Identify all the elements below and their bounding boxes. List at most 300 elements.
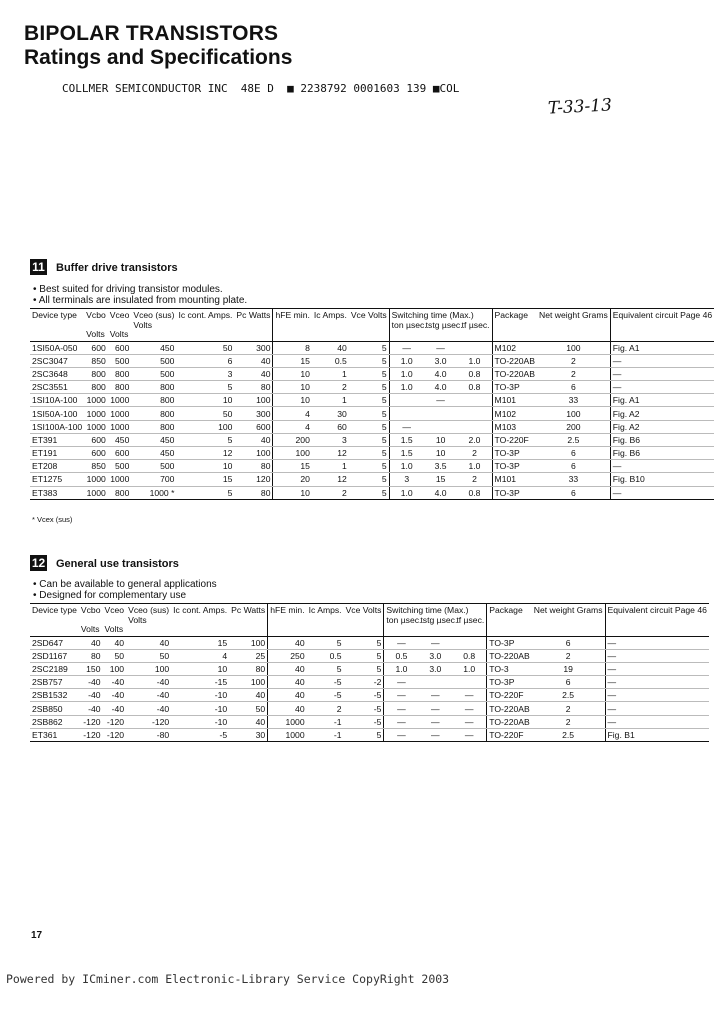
table-cell: [389, 394, 424, 407]
table-cell: -40: [79, 689, 103, 702]
table-cell: 2SB850: [30, 702, 79, 715]
table-cell: [457, 394, 492, 407]
table-cell: 1.0: [452, 662, 487, 675]
table-cell: -10: [171, 715, 229, 728]
table-cell: 5: [307, 662, 344, 675]
table-cell: 100: [537, 407, 610, 420]
table-cell: 200: [273, 433, 312, 446]
table-cell: 40: [79, 636, 103, 649]
table-cell: Fig. B1: [605, 728, 709, 741]
table-cell: 1.0: [389, 367, 424, 380]
table-cell: —: [605, 636, 709, 649]
table-cell: 15: [273, 460, 312, 473]
table-cell: 1000: [84, 486, 108, 499]
table-cell: M101: [492, 394, 537, 407]
table-cell: 2SD1167: [30, 649, 79, 662]
table-cell: 800: [84, 367, 108, 380]
table-cell: 5: [176, 433, 234, 446]
table-cell: 0.5: [307, 649, 344, 662]
table-row: [30, 728, 709, 741]
table-cell: —: [389, 341, 424, 354]
table-cell: -80: [126, 728, 171, 741]
table-cell: TO-220AB: [492, 354, 537, 367]
col-switching: Switching time (Max.) ton µsec.tstg µsec.tf µsec.: [384, 604, 487, 637]
table-cell: 2SB862: [30, 715, 79, 728]
table-cell: 40: [126, 636, 171, 649]
table-cell: -15: [171, 676, 229, 689]
table-cell: 50: [229, 702, 268, 715]
col-package: Package: [492, 309, 537, 342]
table-cell: 6: [532, 676, 605, 689]
table-cell: -120: [103, 728, 127, 741]
table-cell: 1000: [108, 420, 132, 433]
table-cell: 4.0: [424, 486, 458, 499]
table-cell: 5: [344, 728, 384, 741]
table-cell: TO-220F: [487, 728, 532, 741]
table-cell: 450: [131, 433, 176, 446]
table-cell: 20: [273, 473, 312, 486]
table-cell: Fig. A1: [610, 341, 714, 354]
col-pc: Pc Watts: [234, 309, 273, 342]
table-cell: 15: [176, 473, 234, 486]
table-cell: 2: [457, 473, 492, 486]
table-cell: 800: [108, 367, 132, 380]
table-cell: 6: [176, 354, 234, 367]
table-cell: 15: [273, 354, 312, 367]
table-cell: —: [610, 381, 714, 394]
table-cell: 5: [349, 354, 389, 367]
table-cell: 6: [532, 636, 605, 649]
table-cell: 50: [176, 407, 234, 420]
table-cell: 600: [84, 341, 108, 354]
table-cell: TO-220F: [487, 689, 532, 702]
table-cell: —: [384, 689, 419, 702]
table-cell: 1SI10A-100: [30, 394, 84, 407]
table-cell: 100: [234, 394, 273, 407]
table-cell: 1SI50A-100: [30, 407, 84, 420]
table-row: [30, 433, 714, 446]
table-cell: ET208: [30, 460, 84, 473]
table-cell: —: [452, 689, 487, 702]
col-vceo: Vceo Volts: [104, 605, 125, 634]
col-ic: Ic cont. Amps.: [171, 604, 229, 637]
table-cell: 40: [268, 689, 307, 702]
table-cell: 1000: [108, 407, 132, 420]
col-weight: Net weight Grams: [532, 604, 605, 637]
table-cell: 6: [537, 486, 610, 499]
table-cell: —: [384, 728, 419, 741]
table-cell: 33: [537, 394, 610, 407]
table-cell: 40: [268, 662, 307, 675]
table-cell: -40: [103, 689, 127, 702]
table-cell: -5: [307, 689, 344, 702]
table-cell: 600: [234, 420, 273, 433]
section-11-title: Buffer drive transistors: [56, 262, 178, 274]
table-cell: 5: [349, 420, 389, 433]
table-cell: —: [384, 715, 419, 728]
col-device: Device type: [30, 309, 84, 342]
table-cell: 250: [268, 649, 307, 662]
table-row: [30, 649, 709, 662]
table-cell: —: [605, 649, 709, 662]
table-cell: 5: [349, 381, 389, 394]
table-cell: —: [419, 689, 453, 702]
scan-header-line: COLLMER SEMICONDUCTOR INC 48E D ■ 2238792 0001603 139 ■COL: [62, 82, 460, 95]
col-vcbo: Vcbo Volts: [86, 310, 106, 339]
table-cell: ET391: [30, 433, 84, 446]
table-cell: —: [605, 676, 709, 689]
table-cell: 6: [537, 381, 610, 394]
table-cell: 2: [312, 381, 349, 394]
table-cell: 5: [344, 636, 384, 649]
table-cell: M101: [492, 473, 537, 486]
table-cell: TO-220AB: [487, 649, 532, 662]
table-cell: [452, 676, 487, 689]
table-row: [30, 460, 714, 473]
table-row: [30, 447, 714, 460]
table-cell: 2: [532, 649, 605, 662]
table-row: [30, 636, 709, 649]
table-cell: 1SI50A-050: [30, 341, 84, 354]
table-cell: —: [384, 676, 419, 689]
table-cell: 800: [108, 486, 132, 499]
table-cell: 2.5: [532, 689, 605, 702]
table-cell: 0.8: [457, 367, 492, 380]
table-cell: 50: [176, 341, 234, 354]
table-cell: 2SC3047: [30, 354, 84, 367]
table-cell: —: [610, 486, 714, 499]
table-cell: 5: [349, 394, 389, 407]
table-cell: 1000: [84, 394, 108, 407]
table-cell: —: [452, 728, 487, 741]
table-cell: 5: [307, 636, 344, 649]
table-cell: TO-3P: [492, 460, 537, 473]
table-cell: 0.8: [457, 486, 492, 499]
table-cell: -1: [307, 715, 344, 728]
table-cell: Fig. A1: [610, 394, 714, 407]
table-cell: TO-220F: [492, 433, 537, 446]
table-cell: 600: [108, 447, 132, 460]
table-cell: 300: [234, 341, 273, 354]
table-cell: 33: [537, 473, 610, 486]
table-cell: 0.5: [384, 649, 419, 662]
section-11-badge: 11: [30, 259, 47, 275]
table-cell: 1000: [108, 394, 132, 407]
page-subtitle: Ratings and Specifications: [24, 46, 293, 69]
col-vce: Vce Volts: [344, 604, 384, 637]
table-cell: 500: [131, 354, 176, 367]
table-row: [30, 420, 714, 433]
table-cell: 10: [176, 394, 234, 407]
col-weight: Net weight Grams: [537, 309, 610, 342]
col-pc: Pc Watts: [229, 604, 268, 637]
table-cell: [457, 420, 492, 433]
table-row: [30, 354, 714, 367]
table-cell: 100: [229, 636, 268, 649]
table-cell: 2SC3551: [30, 381, 84, 394]
general-use-table: [30, 603, 709, 742]
table-cell: 5: [349, 367, 389, 380]
table-cell: 600: [84, 447, 108, 460]
col-vceo: Vceo Volts: [109, 310, 130, 339]
table-cell: 5: [349, 407, 389, 420]
table-cell: —: [424, 394, 458, 407]
buffer-drive-table: [30, 308, 714, 500]
table-cell: 5: [344, 662, 384, 675]
table-cell: 5: [349, 341, 389, 354]
table-cell: Fig. B6: [610, 433, 714, 446]
table-cell: 15: [171, 636, 229, 649]
table-cell: 1: [312, 394, 349, 407]
table-cell: 0.8: [457, 381, 492, 394]
table-cell: 40: [312, 341, 349, 354]
table-cell: -40: [79, 676, 103, 689]
table-cell: 12: [176, 447, 234, 460]
table-cell: 120: [234, 473, 273, 486]
table-cell: 600: [84, 433, 108, 446]
table-cell: —: [384, 636, 419, 649]
col-vce: Vce Volts: [349, 309, 389, 342]
table-cell: 10: [424, 447, 458, 460]
table-cell: 100: [234, 447, 273, 460]
table-cell: -40: [126, 689, 171, 702]
table-cell: 2.5: [532, 728, 605, 741]
table-cell: 2SC2189: [30, 662, 79, 675]
table-cell: 15: [424, 473, 458, 486]
table-cell: 1000: [108, 473, 132, 486]
table-row: [30, 473, 714, 486]
table-cell: 500: [131, 460, 176, 473]
table-cell: 40: [268, 636, 307, 649]
table-cell: -40: [126, 676, 171, 689]
col-circuit: Equivalent circuit Page 46: [605, 604, 709, 637]
table-cell: —: [605, 702, 709, 715]
handwritten-code: T-33-13: [547, 95, 613, 119]
table-cell: 40: [268, 702, 307, 715]
table-cell: —: [452, 715, 487, 728]
table-cell: 100: [273, 447, 312, 460]
table-cell: 3: [389, 473, 424, 486]
table-cell: 19: [532, 662, 605, 675]
page-number: 17: [31, 930, 43, 941]
table-cell: -10: [171, 702, 229, 715]
table-cell: Fig. A2: [610, 407, 714, 420]
table-cell: 6: [537, 447, 610, 460]
table-cell: 2: [532, 715, 605, 728]
table-cell: 40: [234, 433, 273, 446]
table-cell: ET361: [30, 728, 79, 741]
table-cell: -40: [126, 702, 171, 715]
table-cell: 800: [131, 407, 176, 420]
table-cell: 850: [84, 354, 108, 367]
table-cell: -1: [307, 728, 344, 741]
table-cell: 4: [171, 649, 229, 662]
table-cell: -40: [79, 702, 103, 715]
table-cell: 1.0: [389, 354, 424, 367]
table-cell: Fig. B6: [610, 447, 714, 460]
table-cell: 3.5: [424, 460, 458, 473]
table-cell: ET1275: [30, 473, 84, 486]
table-cell: ET383: [30, 486, 84, 499]
table-cell: -40: [103, 676, 127, 689]
table-cell: 4.0: [424, 381, 458, 394]
table-cell: -5: [307, 676, 344, 689]
table-cell: [389, 407, 424, 420]
table-cell: TO-220AB: [487, 715, 532, 728]
col-switching: Switching time (Max.) ton µsec.tstg µsec.tf µsec.: [389, 309, 492, 342]
table-cell: 500: [108, 354, 132, 367]
table-cell: TO-3P: [492, 381, 537, 394]
table-cell: 10: [176, 460, 234, 473]
table-cell: 4: [273, 420, 312, 433]
table-cell: 2: [532, 702, 605, 715]
table-cell: 3.0: [419, 662, 453, 675]
table-cell: TO-220AB: [492, 367, 537, 380]
table-cell: 450: [131, 447, 176, 460]
table-cell: 100: [103, 662, 127, 675]
table-cell: 40: [268, 676, 307, 689]
table-cell: 3: [176, 367, 234, 380]
table-cell: 10: [273, 394, 312, 407]
table-cell: 100: [176, 420, 234, 433]
table-cell: [457, 341, 492, 354]
table-cell: -2: [344, 676, 384, 689]
table-cell: 40: [229, 689, 268, 702]
table-cell: -10: [171, 689, 229, 702]
table-cell: [419, 676, 453, 689]
table-cell: 1SI100A-100: [32, 421, 83, 432]
table-cell: 40: [229, 715, 268, 728]
table-cell: -5: [171, 728, 229, 741]
table-cell: —: [419, 702, 453, 715]
table-cell: 2SB757: [30, 676, 79, 689]
table-cell: 2: [537, 354, 610, 367]
table-cell: 10: [273, 367, 312, 380]
footnote: * Vcex (sus): [32, 515, 73, 524]
table-cell: 850: [84, 460, 108, 473]
table-cell: 2.0: [457, 433, 492, 446]
col-hfe: hFE min.: [268, 604, 307, 637]
table-cell: [424, 420, 458, 433]
table-cell: 700: [131, 473, 176, 486]
table-cell: Fig. B10: [610, 473, 714, 486]
table-row: [30, 486, 714, 499]
table-cell: 5: [349, 447, 389, 460]
col-vceo-sus: Vceo (sus) Volts: [131, 309, 176, 342]
table-cell: TO-3P: [492, 447, 537, 460]
table-cell: 4: [273, 407, 312, 420]
section-12-bullet: • Designed for complementary use: [33, 590, 187, 601]
section-11-bullet: • Best suited for driving transistor modules.: [33, 284, 223, 295]
table-row: [30, 702, 709, 715]
table-cell: 2SC3648: [30, 367, 84, 380]
table-cell: —: [424, 341, 458, 354]
table-cell: —: [419, 715, 453, 728]
table-cell: 500: [131, 367, 176, 380]
table-cell: 30: [312, 407, 349, 420]
table-cell: —: [605, 689, 709, 702]
table-cell: 1.5: [389, 447, 424, 460]
table-cell: 8: [273, 341, 312, 354]
table-cell: 1000: [268, 728, 307, 741]
table-cell: 3: [312, 433, 349, 446]
section-11-bullet: • All terminals are insulated from mounting plate.: [33, 295, 248, 306]
table-cell: 80: [79, 649, 103, 662]
table-cell: 1.0: [389, 381, 424, 394]
table-cell: 5: [349, 433, 389, 446]
section-12-badge: 12: [31, 556, 46, 570]
table-cell: Fig. A2: [610, 420, 714, 433]
table-cell: 450: [131, 341, 176, 354]
table-cell: 10: [424, 433, 458, 446]
table-cell: -120: [126, 715, 171, 728]
table-row: [30, 676, 709, 689]
table-cell: 60: [312, 420, 349, 433]
table-cell: 10: [171, 662, 229, 675]
table-row: [30, 662, 709, 675]
table-cell: 50: [126, 649, 171, 662]
table-cell: —: [605, 662, 709, 675]
table-cell: 5: [349, 486, 389, 499]
table-cell: —: [452, 702, 487, 715]
table-cell: -120: [103, 715, 127, 728]
table-cell: 1.0: [384, 662, 419, 675]
table-row: [30, 367, 714, 380]
table-cell: —: [389, 420, 424, 433]
table-cell: TO-220AB: [487, 702, 532, 715]
table-cell: [424, 407, 458, 420]
table-cell: M102: [492, 407, 537, 420]
table-cell: 5: [176, 486, 234, 499]
table-cell: 80: [229, 662, 268, 675]
col-ic2: Ic Amps.: [307, 604, 344, 637]
table-cell: —: [419, 636, 453, 649]
table-cell: 800: [131, 381, 176, 394]
col-vceo-sus: Vceo (sus) Volts: [126, 604, 171, 637]
table-cell: 80: [234, 460, 273, 473]
table-cell: —: [610, 367, 714, 380]
table-cell: 5: [349, 460, 389, 473]
table-cell: 50: [103, 649, 127, 662]
table-cell: -120: [79, 715, 103, 728]
table-cell: -5: [344, 702, 384, 715]
table-cell: 40: [234, 367, 273, 380]
table-row: [30, 381, 714, 394]
table-cell: 1.0: [457, 354, 492, 367]
table-cell: 12: [312, 447, 349, 460]
col-package: Package: [487, 604, 532, 637]
table-cell: 3.0: [419, 649, 453, 662]
table-cell: 100: [126, 662, 171, 675]
table-cell: 300: [234, 407, 273, 420]
table-cell: TO-3: [487, 662, 532, 675]
table-cell: 100: [229, 676, 268, 689]
table-cell: -40: [103, 702, 127, 715]
col-ic2: Ic Amps.: [312, 309, 349, 342]
table-cell: —: [419, 728, 453, 741]
table-cell: 1000 *: [131, 486, 176, 499]
table-cell: 1: [312, 460, 349, 473]
table-cell: 2SB1532: [30, 689, 79, 702]
table-cell: 30: [229, 728, 268, 741]
table-cell: 450: [108, 433, 132, 446]
col-ic: Ic cont. Amps.: [176, 309, 234, 342]
table-cell: 150: [79, 662, 103, 675]
table-cell: 800: [108, 381, 132, 394]
table-cell: 800: [131, 420, 176, 433]
table-row: [30, 407, 714, 420]
table-cell: 10: [273, 381, 312, 394]
